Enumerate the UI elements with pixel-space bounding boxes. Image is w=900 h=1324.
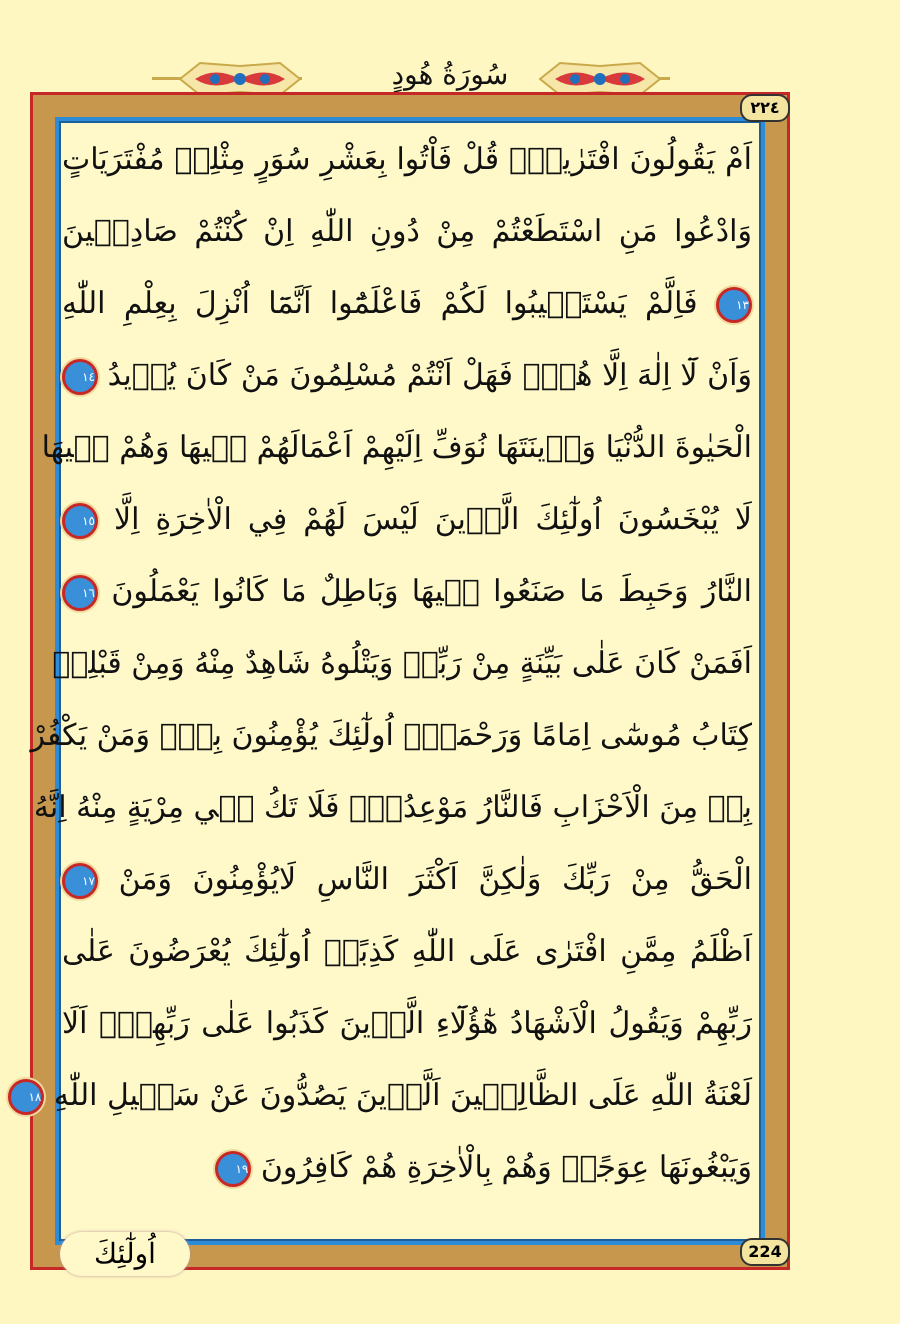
ayah-marker: ١٣ xyxy=(716,287,752,323)
ayah-marker: ١٥ xyxy=(62,503,98,539)
verse-line: لَعْنَةُ اللّٰهِ عَلَى الظَّالِمٖينَ اَلَّذٖينَ يَصُدُّونَ عَنْ سَبٖيلِ اللّٰهِ ١٨ xyxy=(62,1060,752,1132)
verse-line: اَمْ يَقُولُونَ افْتَرٰيهُۜ قُلْ فَاْتُوا بِعَشْرِ سُوَرٍ مِثْلِهٖ مُفْتَرَيَاتٍ xyxy=(62,142,752,177)
verse-line: وَيَبْغُونَهَا عِوَجًاۜ وَهُمْ بِالْاٰخِرَةِ هُمْ كَافِرُونَ ١٩ xyxy=(62,1132,752,1204)
ayah-marker: ١٦ xyxy=(62,575,98,611)
page-title: سُورَةُ هُودٍ xyxy=(391,58,509,91)
verse-line: ١٣ فَاِلَّمْ يَسْتَجٖيبُوا لَكُمْ فَاعْلَمُٓوا اَنَّمَٓا اُنْزِلَ بِعِلْمِ اللّٰهِ xyxy=(62,268,752,340)
page-number-bottom: 224 xyxy=(740,1238,790,1266)
verse-line: النَّارُ وَحَبِطَ مَا صَنَعُوا فٖيهَا وَبَاطِلٌ مَا كَانُوا يَعْمَلُونَ ١٦ xyxy=(62,556,752,628)
ayah-marker: ١٧ xyxy=(62,863,98,899)
verse-lines xyxy=(28,124,752,1204)
ayah-marker: ١٨ xyxy=(8,1079,44,1115)
catchword: اُولٰٓئِكَ xyxy=(60,1232,190,1276)
verse-line: رَبِّهِمْ وَيَقُولُ الْاَشْهَادُ هٰٓؤُلَٓاءِ الَّذٖينَ كَذَبُوا عَلٰى رَبِّهِمْۚ اَلَا xyxy=(62,1006,752,1041)
verse-line: اَظْلَمُ مِمَّنِ افْتَرٰى عَلَى اللّٰهِ كَذِبًاۜ اُولٰٓئِكَ يُعْرَضُونَ عَلٰى xyxy=(62,934,752,969)
verse-line: وَاَنْ لَٓا اِلٰهَ اِلَّا هُوَۚ فَهَلْ اَنْتُمْ مُسْلِمُونَ مَنْ كَانَ يُرٖيدُ ١٤ xyxy=(62,340,752,412)
verse-line: لَا يُبْخَسُونَ اُولٰٓئِكَ الَّذٖينَ لَيْسَ لَهُمْ فِي الْاٰخِرَةِ اِلَّا ١٥ xyxy=(62,484,752,556)
verse-line: بِهٖ مِنَ الْاَحْزَابِ فَالنَّارُ مَوْعِدُهُۚ فَلَا تَكُ فٖي مِرْيَةٍ مِنْهُ اِنَّهُ xyxy=(33,790,752,825)
ayah-marker: ١٤ xyxy=(62,359,98,395)
ayah-marker: ١٩ xyxy=(215,1151,251,1187)
verse-line: اَفَمَنْ كَانَ عَلٰى بَيِّنَةٍ مِنْ رَبِّهٖ وَيَتْلُوهُ شَاهِدٌ مِنْهُ وَمِنْ قَبْلِهٖ xyxy=(52,646,752,681)
verse-line: الْحَقُّ مِنْ رَبِّكَ وَلٰكِنَّ اَكْثَرَ النَّاسِ لَايُؤْمِنُونَ وَمَنْ ١٧ xyxy=(62,844,752,916)
verse-line: كِتَابُ مُوسٰٓى اِمَامًا وَرَحْمَةًۜ اُولٰٓئِكَ يُؤْمِنُونَ بِهٖۜ وَمَنْ يَكْفُرْ xyxy=(30,718,752,753)
page-number-top: ٢٢٤ xyxy=(740,94,790,122)
verse-line: وَادْعُوا مَنِ اسْتَطَعْتُمْ مِنْ دُونِ اللّٰهِ اِنْ كُنْتُمْ صَادِقٖينَ xyxy=(62,214,752,249)
verse-line: الْحَيٰوةَ الدُّنْيَا وَزٖينَتَهَا نُوَفِّ اِلَيْهِمْ اَعْمَالَهُمْ فٖيهَا وَهُمْ فٖيهَا xyxy=(41,430,752,465)
